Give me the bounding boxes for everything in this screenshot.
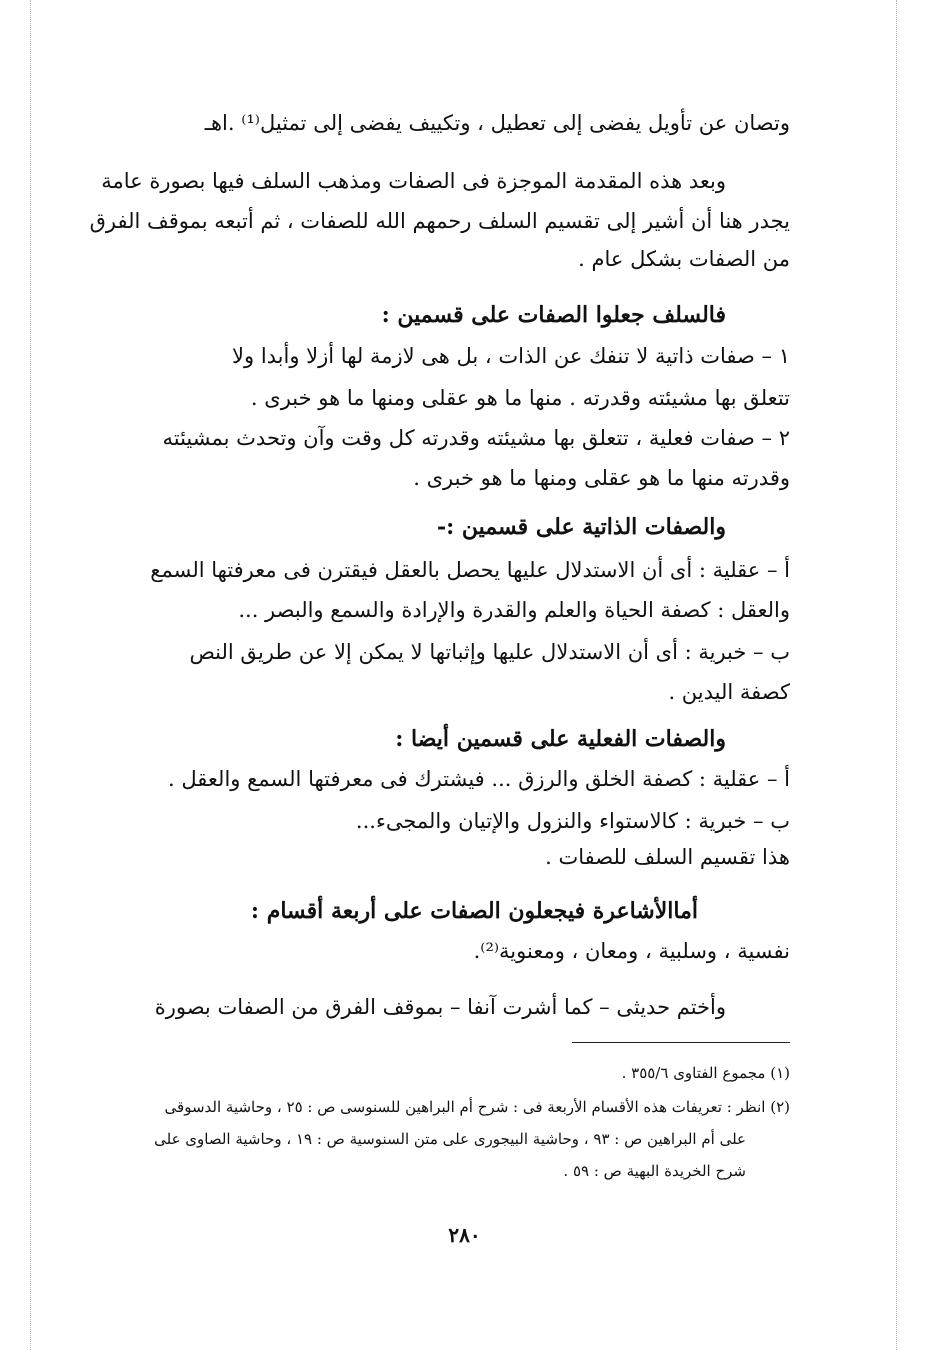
- footnote: (٢) انظر : تعريفات هذه الأقسام الأربعة فى : شرح أم البراهين للسنوسى ص : ٢٥ ، وحاشية الدسوقى: [164, 1098, 790, 1116]
- text-line: من الصفات بشكل عام .: [578, 247, 790, 271]
- section-heading: والصفات الذاتية على قسمين :-: [437, 514, 726, 540]
- list-item: أ – عقلية : كصفة الخلق والرزق ... فيشترك فى معرفتها السمع والعقل .: [168, 767, 790, 791]
- section-heading: فالسلف جعلوا الصفات على قسمين :: [381, 302, 726, 328]
- page-number: ٢٨٠: [448, 1223, 481, 1247]
- footnote-divider: [572, 1042, 790, 1043]
- list-item: أ – عقلية : أى أن الاستدلال عليها يحصل بالعقل فيقترن فى معرفتها السمع: [150, 558, 790, 582]
- paragraph-start: وبعد هذه المقدمة الموجزة فى الصفات ومذهب السلف فيها بصورة عامة: [101, 169, 726, 193]
- text-line: نفسية ، وسلبية ، ومعان ، ومعنوية⁽²⁾.: [473, 939, 790, 963]
- text-line: تتعلق بها مشيئته وقدرته . منها ما هو عقلى ومنها ما هو خبرى .: [250, 386, 790, 410]
- list-item: ب – خبرية : كالاستواء والنزول والإتيان والمجىء...: [355, 809, 790, 833]
- text-line: والعقل : كصفة الحياة والعلم والقدرة والإرادة والسمع والبصر ...: [238, 598, 790, 622]
- scan-margin-dots-left: [30, 0, 31, 1350]
- text-line: كصفة اليدين .: [668, 680, 790, 704]
- section-heading: والصفات الفعلية على قسمين أيضا :: [395, 726, 726, 752]
- text-line: يجدر هنا أن أشير إلى تقسيم السلف رحمهم الله للصفات ، ثم أتبعه بموقف الفرق: [89, 209, 790, 233]
- footnote-continuation: على أم البراهين ص : ٩٣ ، وحاشية البيجورى على متن السنوسية ص : ١٩ ، وحاشية الصاوى على: [154, 1130, 746, 1148]
- list-item: ٢ – صفات فعلية ، تتعلق بها مشيئته وقدرته كل وقت وآن وتحدث بمشيئته: [162, 426, 790, 450]
- text-line: وقدرته منها ما هو عقلى ومنها ما هو خبرى .: [413, 466, 790, 490]
- text-line: وتصان عن تأويل يفضى إلى تعطيل ، وتكييف يفضى إلى تمثيل⁽¹⁾ .اهـ: [204, 111, 790, 135]
- section-heading: أماالأشاعرة فيجعلون الصفات على أربعة أقسام :: [250, 898, 698, 924]
- footnote-continuation: شرح الخريدة البهية ص : ٥٩ .: [563, 1162, 746, 1180]
- scan-margin-dots-right: [896, 0, 897, 1350]
- list-item: ب – خبرية : أى أن الاستدلال عليها وإثباتها لا يمكن إلا عن طريق النص: [189, 640, 790, 664]
- paragraph-start: وأختم حديثى – كما أشرت آنفا – بموقف الفرق من الصفات بصورة: [154, 995, 726, 1019]
- text-line: هذا تقسيم السلف للصفات .: [545, 845, 790, 869]
- list-item: ١ – صفات ذاتية لا تنفك عن الذات ، بل هى لازمة لها أزلا وأبدا ولا: [232, 344, 790, 368]
- footnote: (١) مجموع الفتاوى ٣٥٥/٦ .: [621, 1064, 790, 1082]
